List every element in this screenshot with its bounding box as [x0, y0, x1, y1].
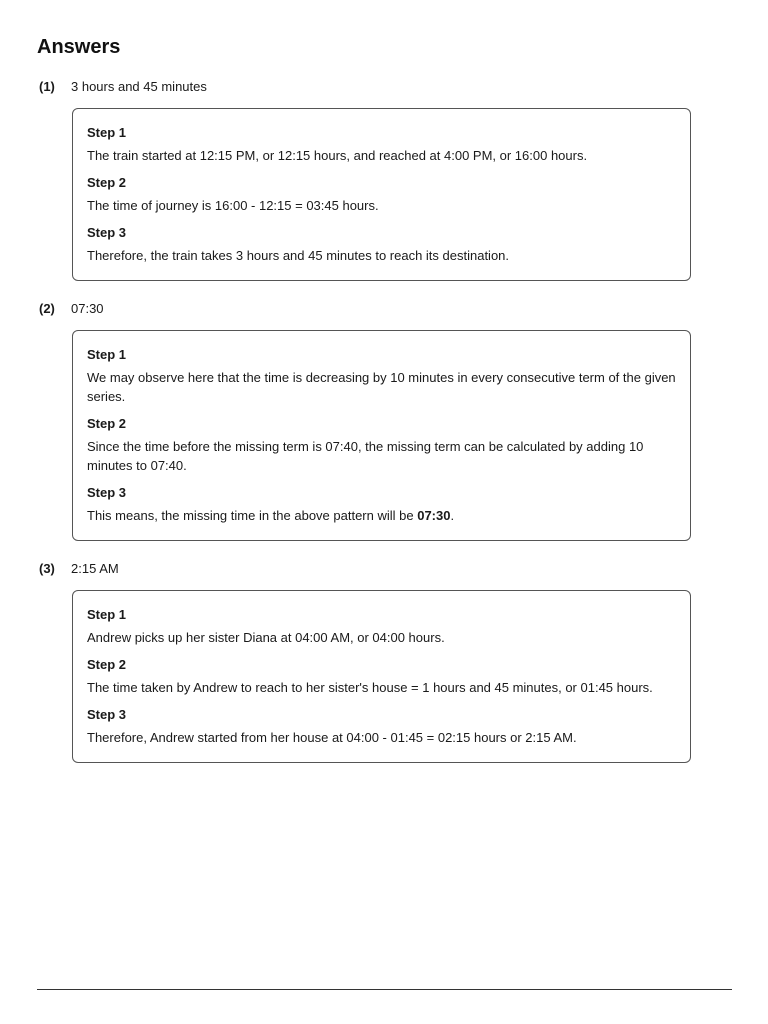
- answer-value: 3 hours and 45 minutes: [71, 79, 207, 94]
- step-label: Step 3: [87, 707, 127, 722]
- answer-value: 2:15 AM: [71, 561, 119, 576]
- step-2: [87, 414, 676, 475]
- step-2: [87, 173, 676, 215]
- step-label: Step 1: [87, 347, 127, 362]
- step-text-part: This means, the missing time in the above pattern will be: [87, 508, 418, 523]
- step-text: The time taken by Andrew to reach to her sister's house = 1 hours and 45 minutes, or 01:45 hours.: [87, 680, 653, 695]
- step-text: Therefore, Andrew started from her house at 04:00 - 01:45 = 02:15 hours or 2:15 AM.: [87, 730, 577, 745]
- answer-number: (3): [39, 561, 55, 576]
- step-text: [87, 506, 676, 525]
- step-text: Since the time before the missing term is 07:40, the missing term can be calculated by adding 10 minutes to 07:40.: [87, 439, 644, 473]
- footer-divider: [37, 989, 732, 990]
- step-1: [87, 123, 676, 165]
- step-3: [87, 223, 676, 265]
- step-label: Step 2: [87, 657, 127, 672]
- step-3: [87, 705, 676, 747]
- solution-steps-box: [72, 330, 691, 541]
- answer-number: (2): [39, 301, 55, 316]
- step-text-part: .: [450, 508, 455, 523]
- step-label: Step 1: [87, 607, 127, 622]
- step-text: Therefore, the train takes 3 hours and 45 minutes to reach its destination.: [87, 248, 510, 263]
- step-1: [87, 605, 676, 647]
- answer-value: 07:30: [71, 301, 104, 316]
- answer-number: (1): [39, 79, 55, 94]
- solution-steps-box: [72, 108, 691, 281]
- highlighted-answer: 07:30: [417, 508, 451, 523]
- step-label: Step 2: [87, 175, 127, 190]
- solution-steps-box: [72, 590, 691, 763]
- step-2: [87, 655, 676, 697]
- answer-header: [0, 77, 768, 97]
- answer-header: [0, 299, 768, 319]
- step-label: Step 1: [87, 125, 127, 140]
- step-label: Step 3: [87, 225, 127, 240]
- step-label: Step 3: [87, 485, 127, 500]
- answer-header: [0, 559, 768, 579]
- page-title: Answers: [37, 36, 121, 58]
- step-3: [87, 483, 676, 525]
- step-text: The time of journey is 16:00 - 12:15 = 03:45 hours.: [87, 198, 379, 213]
- step-text: Andrew picks up her sister Diana at 04:00 AM, or 04:00 hours.: [87, 630, 445, 645]
- step-text: The train started at 12:15 PM, or 12:15 hours, and reached at 4:00 PM, or 16:00 hours.: [87, 148, 588, 163]
- step-text: We may observe here that the time is decreasing by 10 minutes in every consecutive term of the given series.: [87, 370, 676, 404]
- step-label: Step 2: [87, 416, 127, 431]
- step-1: [87, 345, 676, 406]
